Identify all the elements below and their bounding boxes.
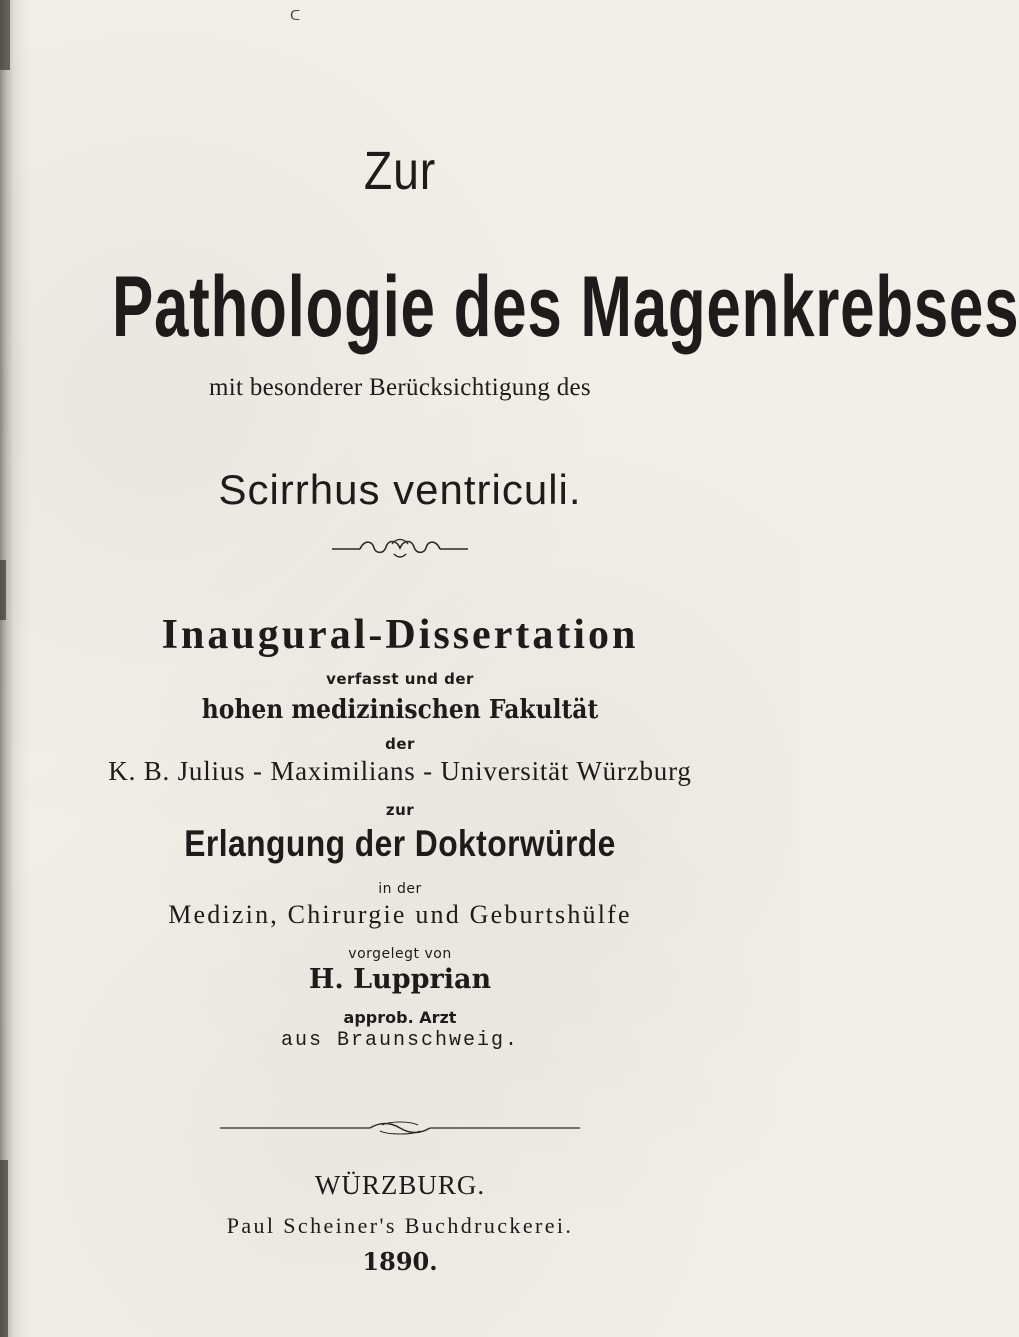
library-stamp-mark: ᑕ	[290, 8, 301, 24]
university-name: K. B. Julius - Maximilians - Universität Würzburg	[108, 756, 692, 786]
author-title: approb. Arzt	[343, 1008, 457, 1027]
subtitle: mit besonderer Berücksichtigung des	[209, 374, 591, 401]
degree-purpose: Erlangung der Doktorwürde	[184, 823, 616, 864]
decorative-rule-icon	[220, 1122, 580, 1136]
imprint-city: WÜRZBURG.	[314, 1170, 486, 1200]
line-verfasst: verfasst und der	[326, 670, 474, 688]
line-der: der	[385, 735, 415, 753]
author-origin: aus Braunschweig.	[280, 1029, 520, 1052]
floral-ornament-icon	[330, 536, 470, 560]
author-name: H. Lupprian	[308, 964, 492, 995]
binding-edge	[0, 0, 34, 1337]
fields-of-study: Medizin, Chirurgie und Geburtshülfe	[168, 900, 632, 929]
imprint-year: 1890.	[362, 1247, 438, 1276]
faculty-name: hohen medizinischen Fakultät	[201, 695, 599, 725]
main-title: Pathologie des Magenkrebses	[112, 259, 1019, 355]
binding-shadow	[0, 0, 10, 70]
imprint-printer: Paul Scheiner's Buchdruckerei.	[226, 1213, 574, 1238]
dissertation-heading: Inaugural-Dissertation	[161, 612, 639, 658]
line-in-der: in der	[378, 881, 422, 897]
line-zur: zur	[385, 801, 415, 819]
title-prefix: Zur	[363, 141, 437, 201]
topic-title: Scirrhus ventriculi.	[218, 466, 582, 513]
line-vorgelegt: vorgelegt von	[348, 946, 452, 962]
